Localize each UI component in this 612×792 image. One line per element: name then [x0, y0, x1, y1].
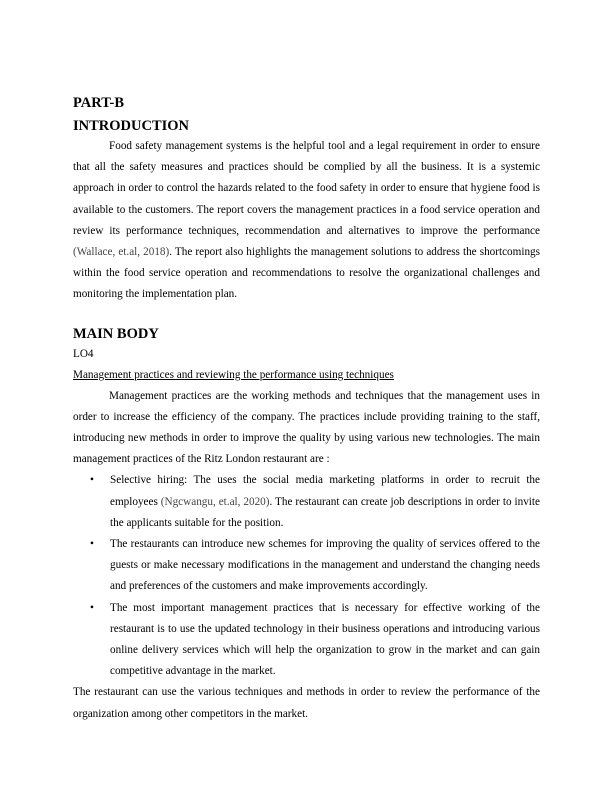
page-content: [73, 93, 540, 725]
section-spacer: [73, 306, 540, 324]
bullet-text-2: The restaurants can introduce new schemes for improving the quality of services offered to the guests or make necessary modifications in the management and understand the changing needs and preferences of the customers and make improvements accordingly.: [110, 538, 540, 593]
introduction-heading: INTRODUCTION: [73, 118, 190, 134]
introduction-text-2: . The report also highlights the management solutions to address the shortcomings within the food service operation and recommendations to resolve the organizational challenges and monitoring the implementation plan.: [73, 246, 540, 301]
main-body-heading: MAIN BODY: [73, 325, 159, 342]
management-practices-paragraph: Management practices are the working methods and techniques that the management uses in order to increase the efficiency of the company. The practices include providing training to the staff, introducing new methods in order to improve the quality by using various new technologies. The main management practices of the Ritz London restaurant are :: [73, 389, 540, 466]
part-heading: PART-B: [73, 95, 125, 111]
citation-wallace: (Wallace, et.al, 2018): [73, 246, 170, 259]
bullet-icon: •: [90, 474, 94, 487]
citation-ngcwangu: (Ngcwangu, et.al, 2020): [160, 495, 270, 508]
introduction-paragraph: [73, 136, 540, 306]
practices-list: [73, 470, 540, 682]
bullet-icon: •: [90, 538, 94, 551]
bullet-text-3: The most important management practices that is necessary for effective working of the restaurant is to use the updated technology in their business operations and introducing various online delivery services which will help the organization to grow in the market and can gain competitive advantage in the market.: [110, 601, 540, 678]
list-item: [73, 598, 540, 683]
review-paragraph: The restaurant can use the various techniques and methods in order to review the performance of the organization among other competitors in the market.: [73, 686, 540, 720]
introduction-text-1: Food safety management systems is the helpful tool and a legal requirement in order to ensure that all the safety measures and practices should be complied by all the business. It is a systemic approach in order to control the hazards related to the food safety in order to ensure that hygiene food is available to the customers. The report covers the management practices in a food service operation and review its performance techniques, recommendation and alternatives to improve the performance: [73, 140, 540, 237]
bullet-icon: •: [90, 601, 94, 614]
bullet-text-1b: . The restaurant can create job descriptions in order to invite the applicants suitable for the position.: [110, 495, 540, 529]
list-item: [73, 470, 540, 534]
list-item: [73, 534, 540, 598]
learning-outcome-label: LO4: [73, 347, 94, 360]
section-subheading: Management practices and reviewing the performance using techniques: [73, 368, 394, 381]
bullet-text-1a: Selective hiring: The uses the social media marketing platforms in order to recruit the employees: [110, 474, 540, 508]
